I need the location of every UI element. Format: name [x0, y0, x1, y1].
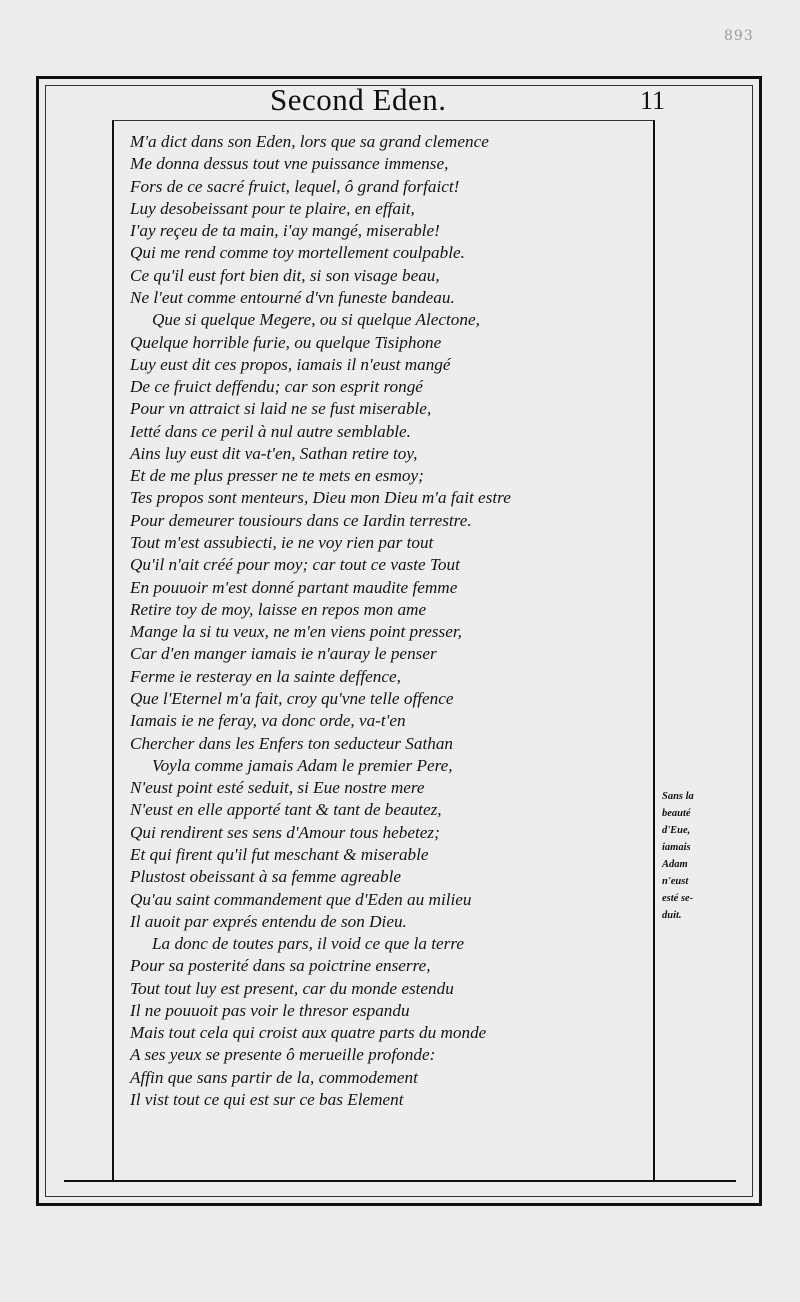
- verse-line: La donc de toutes pars, il void ce que la terre: [152, 934, 465, 954]
- verse-line: Ce qu'il eust fort bien dit, si son visage beau,: [130, 265, 440, 285]
- folio-number: 11: [640, 86, 666, 115]
- verse-line: Pour demeurer tousiours dans ce Iardin terrestre.: [130, 510, 472, 530]
- verse-line: N'eust point esté seduit, si Eue nostre mere: [130, 778, 425, 798]
- verse-line: I'ay reçeu de ta main, i'ay mangé, miserable!: [130, 221, 440, 241]
- verse-line: De ce fruict deffendu; car son esprit rongé: [130, 377, 423, 397]
- verse-line: Qui me rend comme toy mortellement coulpable.: [130, 243, 465, 263]
- verse-line: Car d'en manger iamais ie n'auray le penser: [130, 644, 437, 664]
- verse-line: Il vist tout ce qui est sur ce bas Element: [130, 1090, 404, 1110]
- verse-line: En pouuoir m'est donné partant maudite femme: [130, 577, 458, 597]
- verse-line: Que l'Eternel m'a fait, croy qu'vne telle offence: [130, 689, 454, 708]
- verse-line: Pour vn attraict si laid ne se fust miserable,: [130, 399, 432, 419]
- verse-line: M'a dict dans son Eden, lors que sa grand clemence: [130, 132, 489, 151]
- verse-line: Ferme ie resteray en la sainte deffence,: [130, 666, 401, 686]
- verse-line: A ses yeux se presente ô merueille profonde:: [130, 1045, 436, 1065]
- running-head: Second Eden.: [270, 82, 447, 117]
- verse-line: Iamais ie ne feray, va donc orde, va-t'en: [130, 711, 406, 731]
- verse-line: Chercher dans les Enfers ton seducteur Sathan: [130, 733, 454, 753]
- verse-line: Retire toy de moy, laisse en repos mon ame: [130, 599, 427, 619]
- verse-line: Luy eust dit ces propos, iamais il n'eust mangé: [130, 354, 451, 374]
- marginal-note: [662, 788, 712, 924]
- verse-line: Tout tout luy est present, car du monde estendu: [130, 978, 454, 998]
- verse-line: Tout m'est assubiecti, ie ne voy rien par tout: [130, 533, 434, 553]
- verse-line: Voyla comme jamais Adam le premier Pere,: [152, 755, 453, 775]
- marginal-note-line: iamais: [662, 842, 691, 853]
- verse-line: Il auoit par exprés entendu de son Dieu.: [130, 911, 407, 931]
- verse-line: Affin que sans partir de la, commodement: [130, 1067, 418, 1087]
- verse-line: Ne l'eut comme entourné d'vn funeste bandeau.: [130, 287, 455, 307]
- verse-line: Il ne pouuoit pas voir le thresor espandu: [130, 1000, 410, 1020]
- marginal-note-line: d'Eue,: [662, 825, 691, 836]
- marginal-note-line: Sans la: [662, 791, 694, 802]
- verse-line: N'eust en elle apporté tant & tant de beautez,: [130, 800, 442, 820]
- verse-line: Et de me plus presser ne te mets en esmoy;: [130, 466, 424, 486]
- verse-line: Et qui firent qu'il fut meschant & miserable: [130, 844, 429, 864]
- marginal-note-line: beauté: [662, 808, 691, 819]
- marginal-note-line: esté se-: [662, 893, 694, 904]
- shelf-mark: 893: [724, 28, 754, 44]
- verse-line: Mange la si tu veux, ne m'en viens point presser,: [130, 622, 462, 642]
- verse-line: Pour sa posterité dans sa poictrine enserre,: [130, 956, 431, 976]
- bottom-rule: [64, 1180, 736, 1182]
- verse-line: Fors de ce sacré fruict, lequel, ô grand forfaict!: [130, 176, 460, 196]
- verse-line: Ains luy eust dit va-t'en, Sathan retire toy,: [130, 443, 418, 463]
- marginal-note-line: n'eust: [662, 876, 689, 887]
- verse-line: Tes propos sont menteurs, Dieu mon Dieu m'a fait estre: [130, 488, 511, 508]
- verse-line: Qu'au saint commandement que d'Eden au milieu: [130, 889, 472, 909]
- verse-line: Quelque horrible furie, ou quelque Tisiphone: [130, 332, 442, 352]
- verse-line: Mais tout cela qui croist aux quatre parts du monde: [130, 1023, 487, 1043]
- verse-line: Plustost obeissant à sa femme agreable: [130, 867, 401, 887]
- verse-line: Que si quelque Megere, ou si quelque Alectone,: [152, 310, 480, 330]
- marginal-note-line: duit.: [662, 910, 682, 921]
- verse-line: Luy desobeissant pour te plaire, en effait,: [130, 198, 415, 218]
- marginal-note-line: Adam: [662, 859, 688, 870]
- verse-line: Qui rendirent ses sens d'Amour tous hebetez;: [130, 822, 440, 842]
- verse-line: Qu'il n'ait créé pour moy; car tout ce vaste Tout: [130, 555, 460, 575]
- verse-line: Ietté dans ce peril à nul autre semblable.: [130, 421, 411, 441]
- verse-line: Me donna dessus tout vne puissance immense,: [130, 154, 449, 174]
